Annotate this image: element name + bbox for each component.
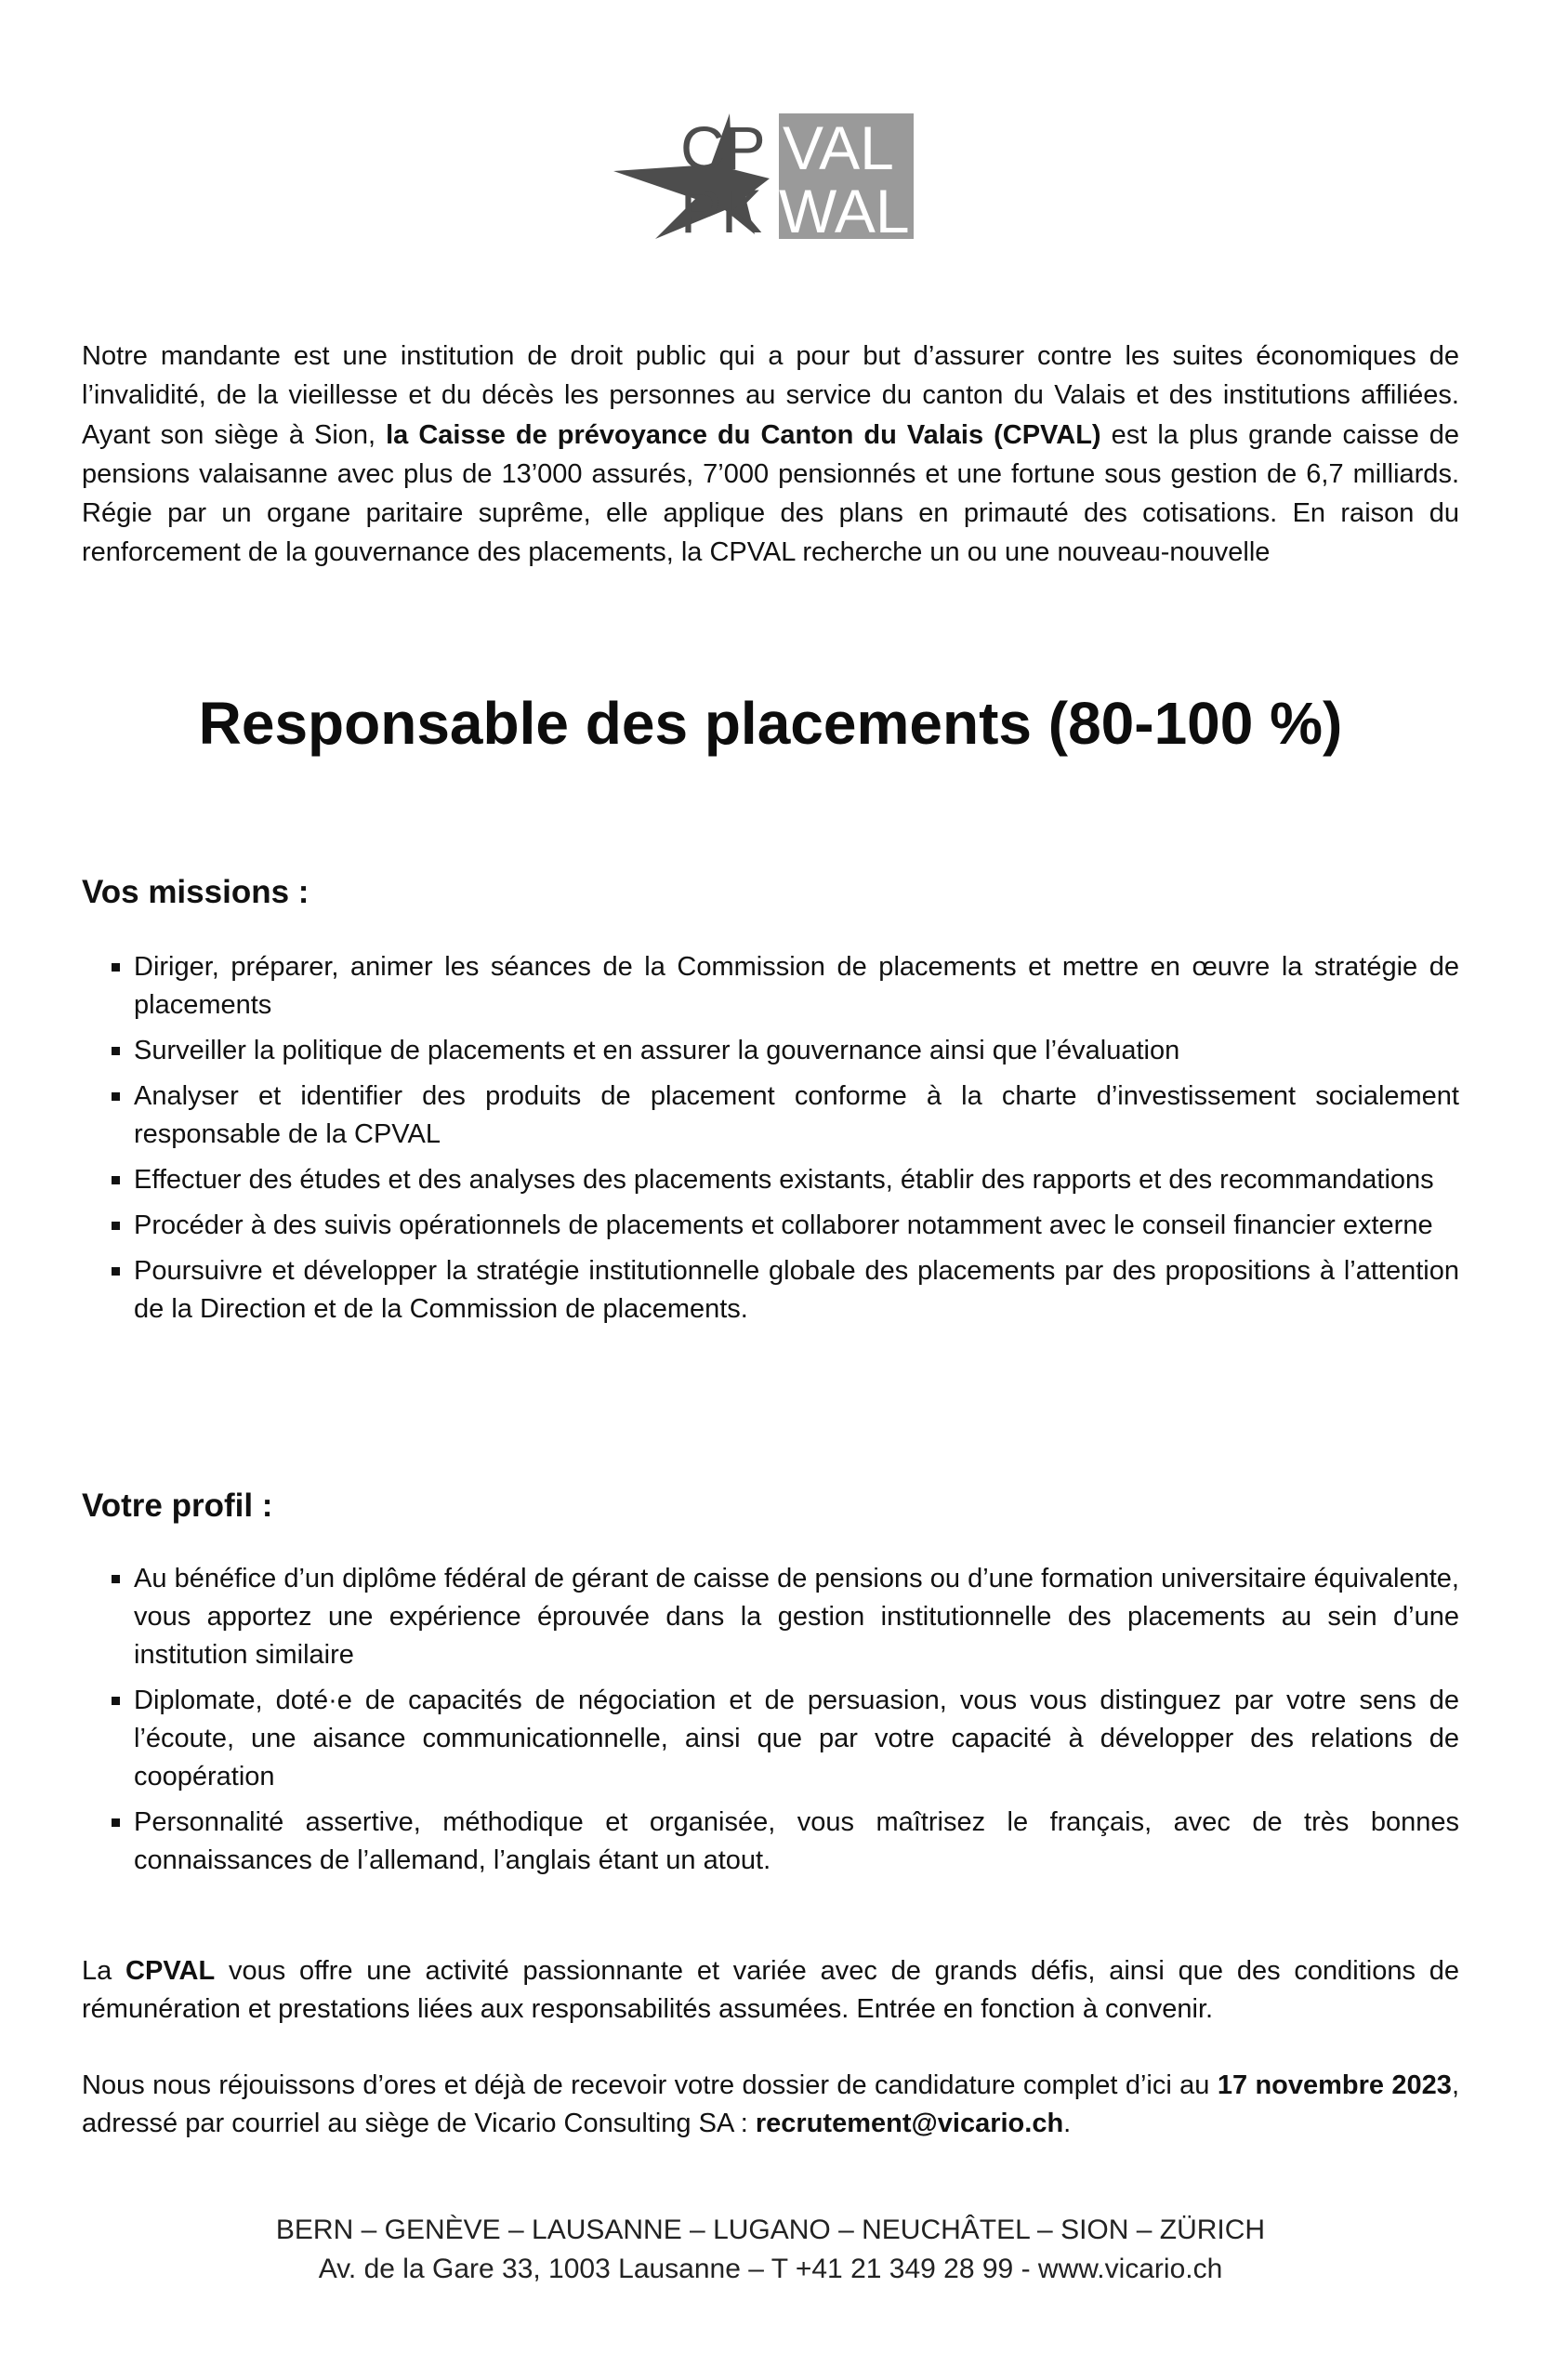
bullet-icon [112, 1176, 120, 1184]
bullet-icon [112, 963, 120, 972]
logo-wal-text: WAL [779, 177, 910, 239]
cpval-logo [613, 113, 915, 239]
logo-val-text: VAL [783, 113, 894, 182]
intro-paragraph [82, 337, 1459, 573]
list-item: Poursuivre et développer la stratégie institutionnelle globale des placements par des propositions à l’attention de la Direction et de la Commission de placements. [82, 1252, 1459, 1329]
footer [0, 2211, 1541, 2289]
bullet-icon [112, 1092, 120, 1101]
missions-heading: Vos missions : [82, 874, 310, 910]
deadline-date: 17 novembre 2023 [1217, 2070, 1452, 2100]
contact-email[interactable]: recrutement@vicario.ch [755, 2109, 1064, 2138]
bullet-icon [112, 1575, 120, 1583]
bullet-icon [112, 1697, 120, 1705]
profil-list [82, 1560, 1459, 1887]
list-item: Effectuer des études et des analyses des placements existants, établir des rapports et des recommandations [82, 1161, 1459, 1199]
intro-text-1: Notre mandante est une institution de droit public qui a pour but d’assurer contre les suites économiques de l’invalidité, de la vieillesse et du décès les personnes au service du canton du Valais et des institutions affiliées. Ayant son siège à Sion, [82, 341, 1459, 450]
institution-name: la Caisse de prévoyance du Canton du Valais (CPVAL) [386, 419, 1101, 450]
missions-list [82, 948, 1459, 1336]
footer-address: Av. de la Gare 33, 1003 Lausanne – T +41 21 349 28 99 - www.vicario.ch [318, 2254, 1223, 2284]
logo-pk-text: PK [680, 177, 763, 239]
bullet-icon [112, 1818, 120, 1827]
cpval-logo-graphic [613, 113, 915, 239]
bullet-icon [112, 1267, 120, 1276]
list-item: Personnalité assertive, méthodique et organisée, vous maîtrisez le français, avec de très bonnes connaissances de l’allemand, l’anglais étant un atout. [82, 1804, 1459, 1880]
list-item: Diriger, préparer, animer les séances de la Commission de placements et mettre en œuvre la stratégie de placements [82, 948, 1459, 1025]
list-item: Analyser et identifier des produits de placement conforme à la charte d’investissement socialement responsable de la CPVAL [82, 1078, 1459, 1154]
list-item: Surveiller la politique de placements et en assurer la gouvernance ainsi que l’évaluation [82, 1032, 1459, 1070]
list-item: Diplomate, doté·e de capacités de négociation et de persuasion, vous vous distinguez par votre sens de l’écoute, une aisance communicationnelle, ainsi que par votre capacité à développer des relations de coopération [82, 1682, 1459, 1796]
closing-cpval: CPVAL [125, 1956, 216, 1986]
bullet-icon [112, 1047, 120, 1055]
intro-text-2: est la plus grande caisse de pensions valaisanne avec plus de 13’000 assurés, 7’000 pensionnés et une fortune sous gestion de 6,7 milliards. Régie par un organe paritaire suprême, elle applique des plans en primauté des cotisations. En raison du renforcement de la gouvernance des placements, la CPVAL recherche un ou une nouveau-nouvelle [82, 419, 1460, 568]
footer-cities: BERN – GENÈVE – LAUSANNE – LUGANO – NEUCHÂTEL – SION – ZÜRICH [275, 2215, 1266, 2245]
closing-paragraph: La CPVAL vous offre une activité passionnante et variée avec de grands défis, ainsi que des conditions de rémunération et prestations liées aux responsabilités assumées. Entrée en fonction à convenir. [82, 1956, 1459, 2024]
deadline-paragraph: Nous nous réjouissons d’ores et déjà de recevoir votre dossier de candidature complet d’ici au 17 novembre 2023, adressé par courriel au siège de Vicario Consulting SA : recrutement@vicario.ch. [82, 2070, 1459, 2138]
profil-heading: Votre profil : [82, 1488, 273, 1524]
logo-cp-text: CP [680, 113, 766, 182]
job-title: Responsable des placements (80-100 %) [198, 690, 1343, 757]
list-item: Procéder à des suivis opérationnels de placements et collaborer notamment avec le conseil financier externe [82, 1207, 1459, 1245]
bullet-icon [112, 1222, 120, 1230]
list-item: Au bénéfice d’un diplôme fédéral de gérant de caisse de pensions ou d’une formation universitaire équivalente, vous apportez une expérience éprouvée dans la gestion institutionnelle des placements au sein d’une institution similaire [82, 1560, 1459, 1674]
